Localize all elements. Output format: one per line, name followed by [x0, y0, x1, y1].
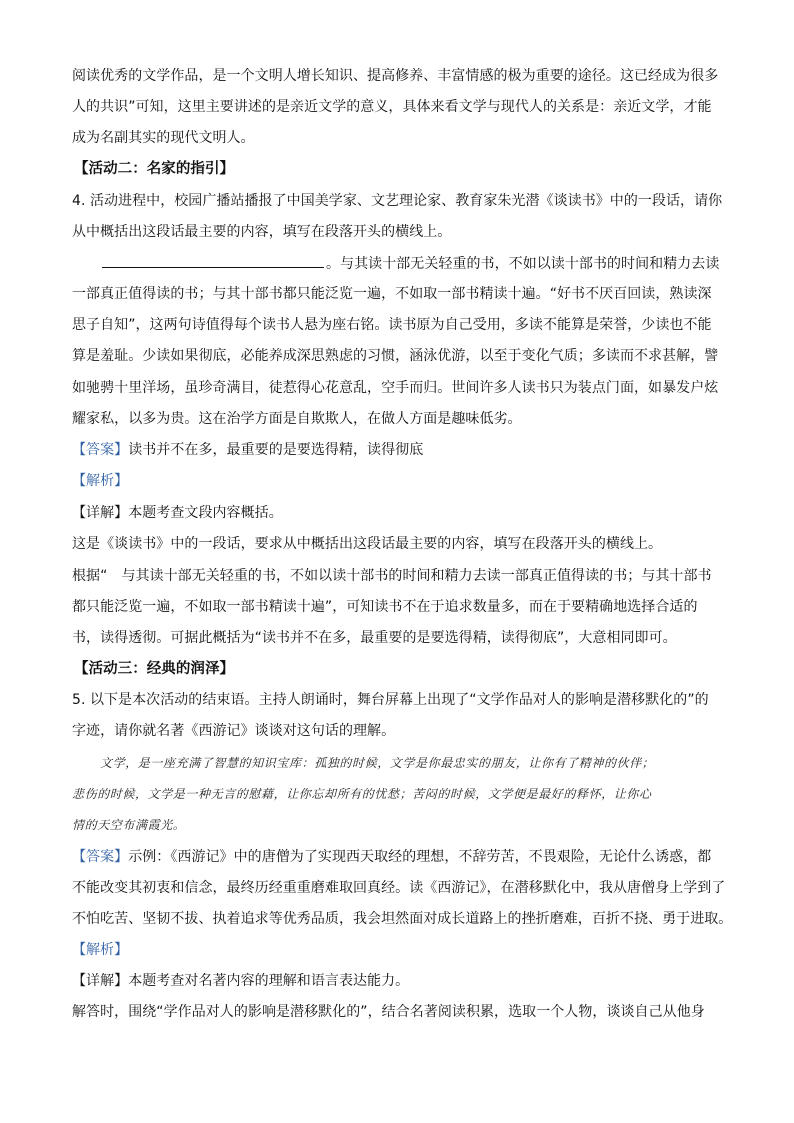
answer-text: 不怕吃苦、坚韧不拔、执着追求等优秀品质，我会坦然面对成长道路上的挫折磨难，百折不挠、勇于进取。 [72, 911, 733, 927]
detail-tag: 【详解】 [72, 973, 129, 989]
detail-text: 本题考查对名著内容的理解和语言表达能力。 [128, 973, 410, 989]
passage-text: 算是羞耻。少读如果彻底，必能养成深思熟虑的习惯，涵泳优游，以至于变化气质；多读而不求甚解，譬 [72, 348, 719, 364]
passage-text: 。与其读十部无关轻重的书，不如以读十部书的时间和精力去读 [326, 256, 720, 272]
question-5-text: 5. 以下是本次活动的结束语。主持人朗诵时，舞台屏幕上出现了“文学作品对人的影响是潜移默化的”的 [72, 692, 709, 708]
explanation-text: 这是《谈读书》中的一段话，要求从中概括出这段话最主要的内容，填写在段落开头的横线上。 [72, 536, 663, 552]
section-heading-activity-2: 【活动二：名家的指引】 [74, 161, 235, 177]
answer-text: 不能改变其初衷和信念，最终历经重重磨难取回真经。读《西游记》，在潜移默化中，我从唐僧身上学到了 [72, 880, 726, 896]
answer-4 [72, 440, 423, 460]
text-line: 成为名副其实的现代文明人。 [72, 130, 255, 146]
answer-tag: 【答案】 [72, 849, 129, 865]
answer-text: 读书并不在多，最重要的是要选得精，读得彻底 [128, 442, 424, 458]
analysis-tag: 【解析】 [72, 942, 129, 958]
question-4-text: 4. 活动进程中，校园广播站播报了中国美学家、文艺理论家、教育家朱光潜《谈读书》中的一段话，请你 [72, 193, 723, 209]
explanation-text: 都只能泛览一遍，不如取一部书精读十遍”，可知读书不在于追求数量多，而在于要精确地选择合适的 [72, 599, 698, 615]
explanation-text: 书，读得透彻。可据此概括为“读书并不在多，最重要的是要选得精，读得彻底”，大意相同即可。 [72, 630, 677, 646]
answer-5 [72, 847, 711, 867]
text-line: 人的共识”可知，这里主要讲述的是亲近文学的意义，具体来看文学与现代人的关系是：亲近文学，才能 [72, 99, 712, 115]
analysis-tag: 【解析】 [72, 473, 129, 489]
detail-tag: 【详解】 [72, 505, 129, 521]
text-line: 阅读优秀的文学作品，是一个文明人增长知识、提高修养、丰富情感的极为重要的途径。这已经成为很多 [72, 68, 719, 84]
detail-5 [72, 971, 409, 991]
answer-text: 示例：《西游记》中的唐僧为了实现西天取经的理想，不辞劳苦，不畏艰险，无论什么诱惑，都 [128, 849, 712, 865]
answer-tag: 【答案】 [72, 442, 129, 458]
explanation-text: 根据“ 与其读十部无关轻重的书，不如以读十部书的时间和精力去读一部真正值得读的书；与其十部书 [72, 568, 712, 584]
explanation-text: 解答时，围绕“学作品对人的影响是潜移默化的”，结合名著阅读积累，选取一个人物，谈谈自己从他身 [72, 1004, 705, 1020]
detail-4 [72, 503, 283, 523]
passage-first-line [102, 253, 719, 274]
detail-text: 本题考查文段内容概括。 [128, 505, 283, 521]
section-heading-activity-3: 【活动三：经典的润泽】 [74, 661, 235, 677]
question-4-text: 从中概括出这段话最主要的内容，填写在段落开头的横线上。 [72, 224, 452, 240]
passage-text: 如驰骋十里洋场，虽珍奇满目，徒惹得心花意乱，空手而归。世间许多人读书只为装点门面，如暴发户炫 [72, 380, 719, 396]
closing-speech-text: 情的天空布满霞光。 [72, 818, 186, 832]
question-5-text: 字迹，请你就名著《西游记》谈谈对这句话的理解。 [72, 723, 396, 739]
closing-speech-text: 文学，是一座充满了智慧的知识宝库：孤独的时候，文学是你最忠实的朋友，让你有了精神的伙伴； [100, 756, 655, 770]
closing-speech-text: 悲伤的时候，文学是一种无言的慰藉，让你忘却所有的忧愁；苦闷的时候，文学便是最好的释怀，让你心 [72, 787, 652, 801]
passage-text: 思子自知”，这两句诗值得每个读书人悬为座右铭。读书原为自己受用，多读不能算是荣誉，少读也不能 [72, 317, 712, 333]
passage-text: 耀家私，以多为贵。这在治学方面是自欺欺人，在做人方面是趣味低劣。 [72, 411, 522, 427]
answer-blank-line [102, 253, 324, 268]
passage-text: 一部真正值得读的书；与其十部书都只能泛览一遍，不如取一部书精读十遍。“好书不厌百回读，熟读深 [72, 286, 712, 302]
